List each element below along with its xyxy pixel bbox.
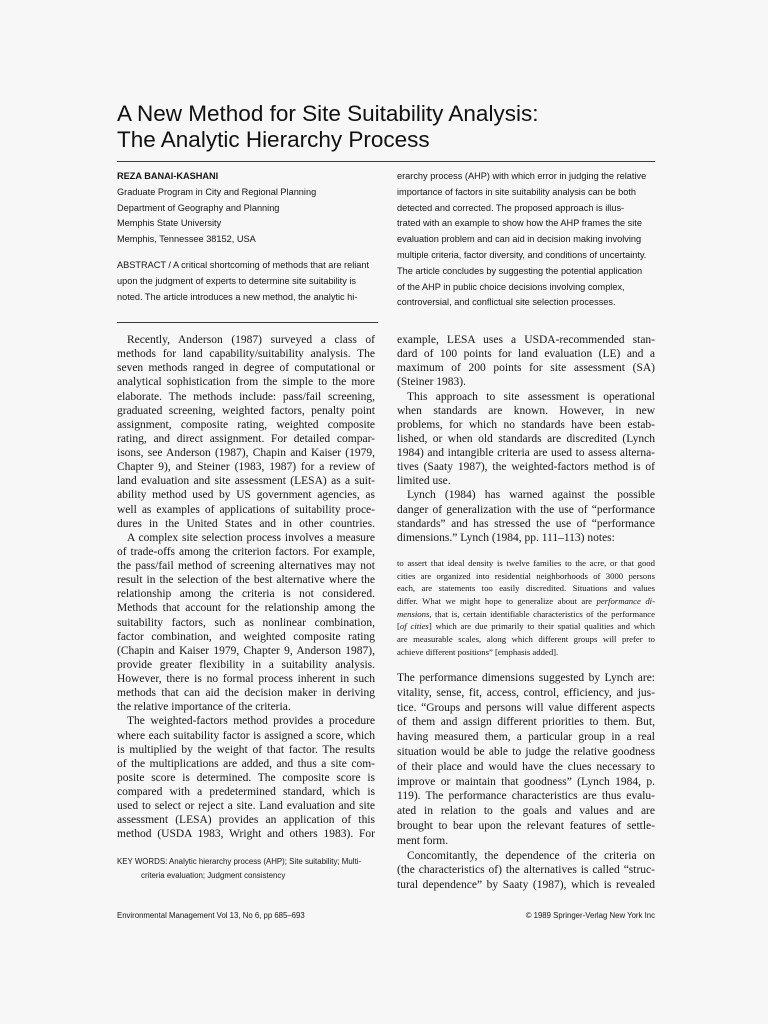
body-text-line: compared with a predetermined standard, which is [117, 786, 375, 798]
body-text-line: Methods that account for the relationship among the [117, 602, 375, 615]
body-text-line: of their place and would have the clues necessary to [397, 760, 655, 773]
footer-copyright: © 1989 Springer-Verlag New York Inc [525, 911, 655, 920]
body-text-line: tives (Saaty 1987), the weighted-factors method is of [397, 461, 655, 474]
body-text-line: used to select or reject a site. Land evaluation and site [117, 800, 375, 813]
body-text-line: result in the selection of the best alternative where the [117, 574, 375, 587]
author-block [117, 169, 375, 248]
body-text-line: methods for land capability/suitability analysis. The [117, 348, 375, 361]
body-text-line: Concomitantly, the dependence of the criteria on [407, 849, 655, 862]
quote-text: differ. What we might hope to generalize about are [397, 596, 597, 607]
body-text-line: This approach to site assessment is operational [407, 390, 655, 403]
body-right-column-bottom [397, 671, 655, 893]
abstract-right [397, 169, 655, 311]
body-text-line: of them and assign different priorities to them. But, [397, 716, 655, 729]
abstract-line: evaluation problem and can aid in decision making involving [397, 234, 642, 245]
affiliation-line: Graduate Program in City and Regional Planning [117, 186, 317, 197]
body-text-line: (Chapin and Kaiser 1979, Chapter 9, Anderson 1987), [117, 644, 375, 657]
body-text-line: when standards are known. However, in new [397, 404, 655, 417]
body-text-line: methods that can aid the decision maker in deriving [117, 687, 375, 700]
body-text-line: lished, or when old standards are discredited (Lynch [397, 432, 655, 445]
body-text-line: example, LESA uses a USDA-recommended stan- [397, 334, 655, 346]
body-text-line: 119). The performance characteristics are thus evalu- [397, 790, 655, 803]
body-text-line: dimensions.” Lynch (1984, pp. 111–113) notes: [397, 531, 615, 544]
quote-line [397, 595, 655, 608]
page-footer [117, 909, 655, 923]
quote-line [397, 570, 655, 583]
body-text-line: limited use. [397, 475, 451, 488]
body-text-line: is multiplied by the weight of that factor. The results [117, 743, 375, 756]
abstract-line: detected and corrected. The proposed approach is illus- [397, 202, 625, 213]
keywords-line: criteria evaluation; Judgment consistency [141, 871, 286, 880]
body-text-line: situation would be able to judge the relative goodness [397, 745, 655, 758]
quote-emphasis: mensions [397, 608, 430, 619]
body-text-line: A complex site selection process involves a measure [127, 531, 375, 544]
quote-line [397, 646, 655, 659]
body-text-line: tice. “Groups and persons will value different aspects [397, 701, 655, 714]
body-text-line: maximum of 200 points for site assessment (SA) [397, 362, 655, 375]
body-text-line: land evaluation and site assessment (LESA) as a suit- [117, 475, 375, 488]
author-name: REZA BANAI-KASHANI [117, 171, 219, 181]
body-text-line: ability method used by US government agencies, as [117, 489, 375, 502]
body-left-column [117, 333, 375, 842]
body-text-line: rating, and direct assignment. For detailed compar- [117, 432, 375, 445]
body-text-line: assessment (LESA) provides an application of this [117, 814, 375, 827]
body-text-line: ment form. [397, 834, 449, 847]
quote-text: each, are statements too easily discredited. Situations and values [397, 583, 655, 594]
body-text-line: graduated screening, weighted factors, penalty point [117, 404, 375, 417]
section-rule [117, 322, 378, 323]
article-title-line: A New Method for Site Suitability Analysis: [117, 101, 539, 126]
body-text-line: seven methods ranged in degree of computational or [117, 362, 375, 375]
body-text-line: of trade-offs among the criterion factors. For example, [117, 545, 375, 558]
body-text-line: posite score is determined. The composite score is [117, 771, 375, 784]
body-text-line: problems, for which no standards have been estab- [397, 418, 655, 431]
quote-text: [ [397, 621, 400, 632]
abstract-line: controversial, and conflictual site selection processes. [397, 297, 616, 308]
quote-text: to assert that ideal density is twelve families to the acre, or that good [397, 558, 655, 568]
body-text-line: 1984) and intangible criteria are used to assess alterna- [397, 447, 655, 459]
abstract-line: multiple criteria, factor diversity, and conditions of uncertainty. [397, 249, 647, 260]
quote-text: cities are organized into residential neighborhoods of 3000 persons [397, 570, 655, 581]
body-text-line: assignment, composite rating, weighted composite [117, 418, 375, 431]
quote-text: are measurable scales, along which different groups will prefer to [397, 634, 655, 645]
affiliation-line: Memphis State University [117, 218, 222, 229]
abstract-line: of the AHP in public choice decisions involving complex, [397, 281, 625, 292]
body-text-line: The weighted-factors method provides a procedure [127, 715, 375, 728]
body-text-line: the pass/fail method of screening alternatives may not [117, 560, 375, 572]
abstract-line: ABSTRACT / A critical shortcoming of methods that are reliant [117, 260, 370, 270]
body-text-line: (the characteristics of) the alternatives is called “struc- [397, 864, 655, 877]
article-title-line: The Analytic Hierarchy Process [117, 127, 430, 152]
body-text-line: tural dependence” by Saaty (1987), which is revealed [397, 879, 655, 892]
body-text-line: standards” and has stressed the use of “performance [397, 517, 655, 530]
body-text-line: ated in relation to the goals and values and are [397, 805, 655, 818]
quote-emphasis: of cities [399, 621, 429, 632]
abstract-line: noted. The article introduces a new method, the analytic hi- [117, 291, 358, 302]
abstract-left [117, 258, 375, 305]
body-text-line: method (USDA 1983, Wright and others 1983). For [117, 828, 375, 841]
body-text-line: (Steiner 1983). [397, 376, 466, 389]
abstract-line: upon the judgment of experts to determine site suitability is [117, 275, 357, 286]
abstract-line: The article concludes by suggesting the potential application [397, 265, 643, 276]
body-right-column-top [397, 333, 655, 545]
quote-line [397, 620, 655, 633]
abstract-line: importance of factors in site suitability analysis can be both [397, 186, 636, 197]
block-quote [397, 557, 655, 659]
body-text-line: vitality, sense, fit, access, control, efficiency, and jus- [397, 686, 655, 699]
quote-emphasis: performance di- [596, 596, 655, 607]
abstract-line: trated with an example to show how the AHP frames the site [397, 218, 642, 229]
title-rule [117, 161, 655, 162]
body-text-line: having measured them, a particular group in a real [397, 731, 655, 744]
keywords-block [117, 855, 375, 883]
body-text-line: Lynch (1984) has warned against the possible [407, 489, 655, 502]
body-text-line: of the multiplications are added, and thus a site com- [117, 757, 375, 770]
body-text-line: isons, see Anderson (1987), Chapin and Kaiser (1979, [117, 447, 375, 459]
body-text-line: analytical sophistication from the simple to the more [117, 376, 375, 389]
body-text-line: provide greater flexibility in a suitability analysis. [117, 658, 375, 671]
body-text-line: suitability factors, such as nonlinear combination, [117, 616, 375, 629]
footer-journal-citation: Environmental Management Vol 13, No 6, pp 685–693 [117, 911, 305, 920]
body-text-line: The performance dimensions suggested by Lynch are: [397, 672, 655, 684]
body-text-line: brought to bear upon the relevant features of settle- [397, 819, 655, 832]
body-text-line: well as examples of applications of suitability proce- [117, 503, 375, 516]
body-text-line: improve or maintain that goodness” (Lynch 1984, p. [397, 775, 655, 788]
quote-line [397, 557, 655, 570]
affiliation-line: Memphis, Tennessee 38152, USA [117, 234, 256, 245]
quote-text: achieve different positions” [emphasis added]. [397, 646, 559, 657]
body-text-line: factor combination, and weighted composite rating [117, 630, 375, 643]
body-text-line: the relative importance of the criteria. [117, 701, 291, 714]
quote-line [397, 582, 655, 595]
abstract-line: erarchy process (AHP) with which error in judging the relative [397, 171, 647, 181]
quote-text: ] which are due primarily to their spatial qualities and which [428, 621, 656, 632]
quote-line [397, 608, 655, 621]
body-text-line: However, there is no formal process inherent in such [117, 673, 375, 685]
body-text-line: dard of 100 points for land evaluation (LE) and a [397, 348, 655, 361]
body-text-line: where each suitability factor is assigned a score, which [117, 729, 375, 742]
body-text-line: dures in the United States and in other countries. [117, 517, 375, 530]
body-text-line: relationship among the criteria is not considered. [117, 588, 375, 601]
body-text-line: Recently, Anderson (1987) surveyed a class of [127, 334, 375, 346]
body-text-line: danger of generalization with the use of “performance [397, 503, 655, 516]
affiliation-line: Department of Geography and Planning [117, 202, 280, 213]
body-text-line: Chapter 9), and Steiner (1983, 1987) for a review of [117, 461, 375, 474]
article-title [117, 101, 538, 153]
body-text-line: elaborate. The methods include: pass/fail screening, [117, 390, 375, 403]
quote-text: , that is, certain identifiable characteristics of the performance [429, 608, 655, 619]
keywords-line: KEY WORDS: Analytic hierarchy process (AHP); Site suitability; Multi- [117, 857, 362, 866]
quote-line [397, 633, 655, 646]
